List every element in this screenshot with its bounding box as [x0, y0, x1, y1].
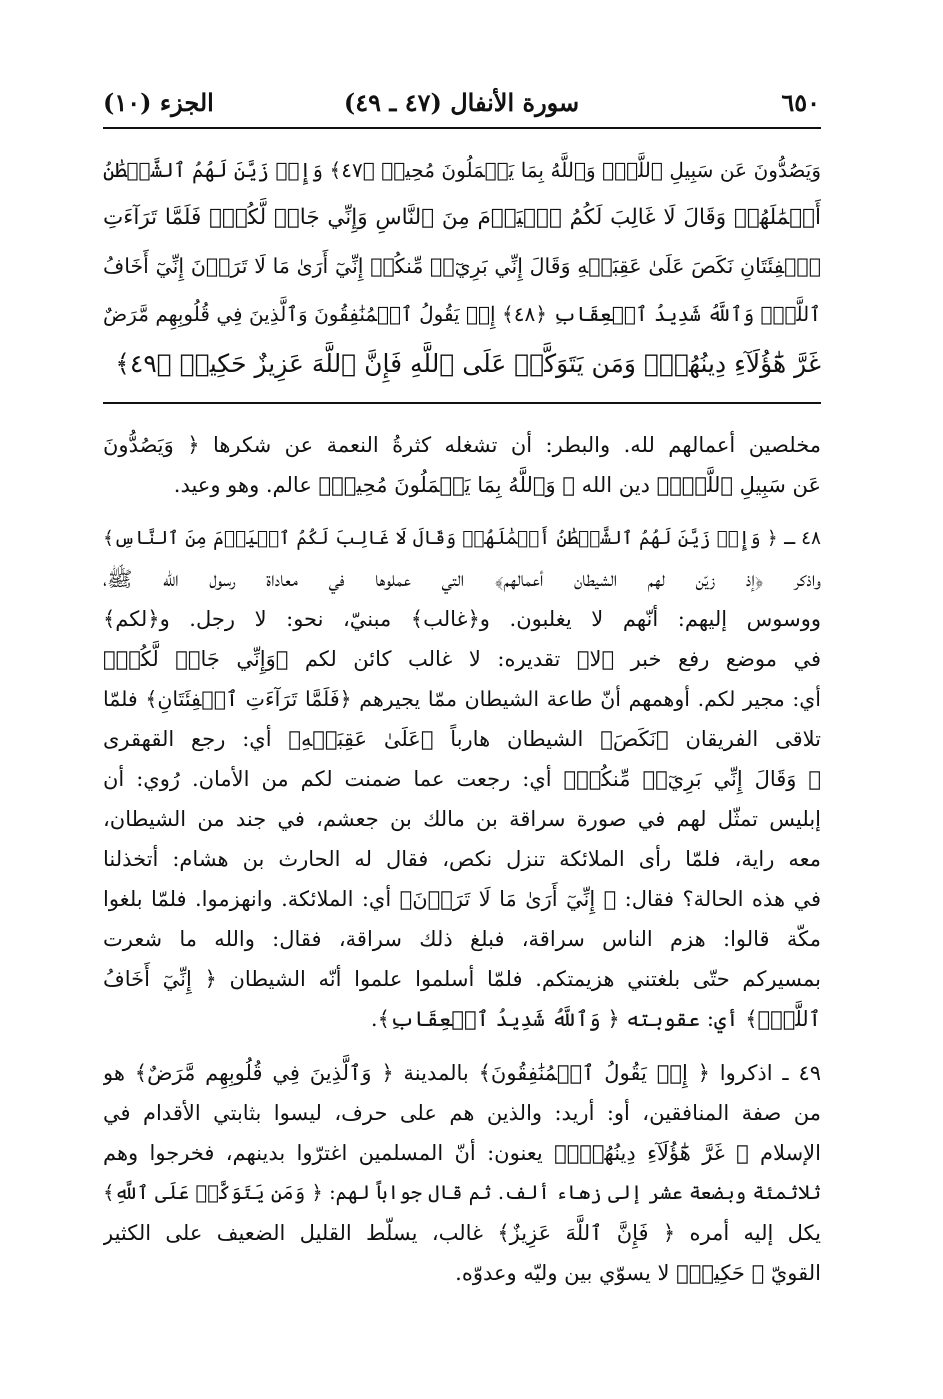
commentary-line: ووسوس إليهم: أنّهم لا يغلبون. و﴿غالب﴾ مبنيّ، نحو: لا رجل. و﴿لكم﴾ — [103, 607, 821, 631]
commentary-line: واذكر ﴿إذ زيّن لهم الشيطان أعمالهم﴾ التي عملوها في معاداة رسول الله ﷺ، — [103, 567, 821, 591]
commentary-line: ثلاثمئة وبضعة عشر إلى زهاء ألف. ثم قال جواباً لهم: ﴿ وَمَن يَتَوَكَّلۡ عَلَى ٱللَّهِ﴾ — [103, 1181, 821, 1204]
commentary-line: ﴿ وَقَالَ إِنِّي بَرِيٓءٞ مِّنكُمۡ﴾ أي: رجعت عما ضمنت لكم من الأمان. رُوي: أن — [103, 767, 821, 791]
page-number: ٦٥٠ — [781, 88, 820, 117]
quran-verses — [103, 148, 821, 396]
quran-line: أَعۡمَٰلَهُمۡ وَقَالَ لَا غَالِبَ لَكُمُ ٱلۡيَوۡمَ مِنَ ٱلنَّاسِ وَإِنِّي جَارٞ لَّكُمۡۖ فَلَمَّا تَرَآءَتِ — [103, 205, 821, 230]
page-header — [103, 84, 820, 122]
commentary-line: تلاقى الفريقان ﴿نَكَصَ﴾ الشيطان هارباً ﴿عَلَىٰ عَقِبَيۡهِ﴾ أي: رجع القهقرى — [103, 727, 821, 751]
quran-line: غَرَّ هَٰٓؤُلَآءِ دِينُهُمۡۗ وَمَن يَتَوَكَّلۡ عَلَى ٱللَّهِ فَإِنَّ ٱللَّهَ عَزِيزٌ حَكِيمٞ ﴿٤٩﴾ — [115, 349, 821, 378]
quran-line: ٱلۡفِئَتَانِ نَكَصَ عَلَىٰ عَقِبَيۡهِ وَقَالَ إِنِّي بَرِيٓءٞ مِّنكُمۡ إِنِّيٓ أَرَىٰ مَا لَا تَرَوۡنَ إِنِّيٓ أَخَافُ — [103, 254, 821, 278]
commentary-line: إبليس تمثّل لهم في صورة سراقة بن مالك بن جعشم، في جند من الشيطان، — [103, 807, 821, 831]
juz-label: الجزء (١٠) — [103, 88, 214, 117]
quran-line: وَيَصُدُّونَ عَن سَبِيلِ ٱللَّهِۚ وَٱللَّهُ بِمَا يَعۡمَلُونَ مُحِيطٞ ﴿٤٧﴾ وَإِذۡ زَيَّنَ لَهُمُ ٱلشَّيۡطَٰنُ — [103, 158, 821, 182]
commentary-line: مكّة قالوا: هزم الناس سراقة، فبلغ ذلك سراقة، فقال: والله ما شعرت — [103, 927, 821, 951]
header-divider — [103, 127, 821, 129]
commentary-line: مخلصين أعمالهم لله. والبطر: أن تشغله كثرةُ النعمة عن شكرها ﴿ وَيَصُدُّونَ — [103, 433, 821, 457]
commentary-line: في موضع رفع خبر ﴿لا﴾ تقديره: لا غالب كائن لكم ﴿وَإِنِّي جَارٞ لَّكُمۡ﴾ — [103, 647, 821, 671]
commentary-line: عَن سَبِيلِ ٱللَّهِۚ﴾ دين الله ﴿ وَٱللَّهُ بِمَا يَعۡمَلُونَ مُحِيطٞ﴾ عالم. وهو وعيد. — [173, 473, 821, 497]
commentary-line: معه راية، فلمّا رأى الملائكة تنزل نكص، فقال له الحارث بن هشام: أتخذلنا — [103, 847, 821, 871]
commentary-line: من صفة المنافقين، أو: أريد: والذين هم على حرف، ليسوا بثابتي الأقدام في — [103, 1101, 821, 1125]
commentary-line: بمسيركم حتّى بلغتني هزيمتكم. فلمّا أسلموا علموا أنّه الشيطان ﴿ إِنِّيٓ أَخَافُ — [103, 967, 821, 991]
quran-line: ٱللَّهَۚ وَٱللَّهُ شَدِيدُ ٱلۡعِقَابِ ﴿٤٨﴾ إِذۡ يَقُولُ ٱلۡمُنَٰفِقُونَ وَٱلَّذِينَ فِي قُلُوبِهِم مَّرَضٌ — [103, 302, 821, 326]
commentary-line: الإسلام ﴿ غَرَّ هَٰٓؤُلَآءِ دِينُهُمۡۗ﴾ يعنون: أنّ المسلمين اغترّوا بدينهم، فخرجوا وهم — [103, 1141, 821, 1165]
commentary-line: في هذه الحالة؟ فقال: ﴿ إِنِّيٓ أَرَىٰ مَا لَا تَرَوۡنَ﴾ أي: الملائكة. وانهزموا. فلمّا بلغوا — [103, 887, 821, 911]
commentary-line: ٤٨ ـ ﴿ وَإِذۡ زَيَّنَ لَهُمُ ٱلشَّيۡطَٰنُ أَعۡمَٰلَهُمۡ وَقَالَ لَا غَالِبَ لَكُمُ ٱلۡيَوۡمَ مِنَ ٱلنَّاسِ﴾ — [103, 528, 821, 549]
verses-divider — [103, 402, 821, 404]
commentary-line: ٱللَّهَۚ﴾ أي: عقوبته ﴿ وَٱللَّهُ شَدِيدُ ٱلۡعِقَابِ﴾. — [370, 1007, 821, 1031]
commentary-line: أي: مجير لكم. أوهمهم أنّ طاعة الشيطان ممّا يجيرهم ﴿فَلَمَّا تَرَآءَتِ ٱلۡفِئَتَانِ﴾ فلمّا — [103, 687, 821, 711]
commentary — [103, 425, 821, 1325]
surah-title: سورة الأنفال (٤٧ ـ ٤٩) — [343, 88, 580, 117]
commentary-line: ٤٩ ـ اذكروا ﴿ إِذۡ يَقُولُ ٱلۡمُنَٰفِقُونَ﴾ بالمدينة ﴿ وَٱلَّذِينَ فِي قُلُوبِهِم مَّرَضٌ﴾ هو — [103, 1061, 821, 1085]
commentary-line: يكل إليه أمره ﴿ فَإِنَّ ٱللَّهَ عَزِيزٌ﴾ غالب، يسلّط القليل الضعيف على الكثير — [103, 1221, 821, 1245]
commentary-line: القويّ ﴿ حَكِيمٞ﴾ لا يسوّي بين وليّه وعدوّه. — [455, 1261, 821, 1285]
